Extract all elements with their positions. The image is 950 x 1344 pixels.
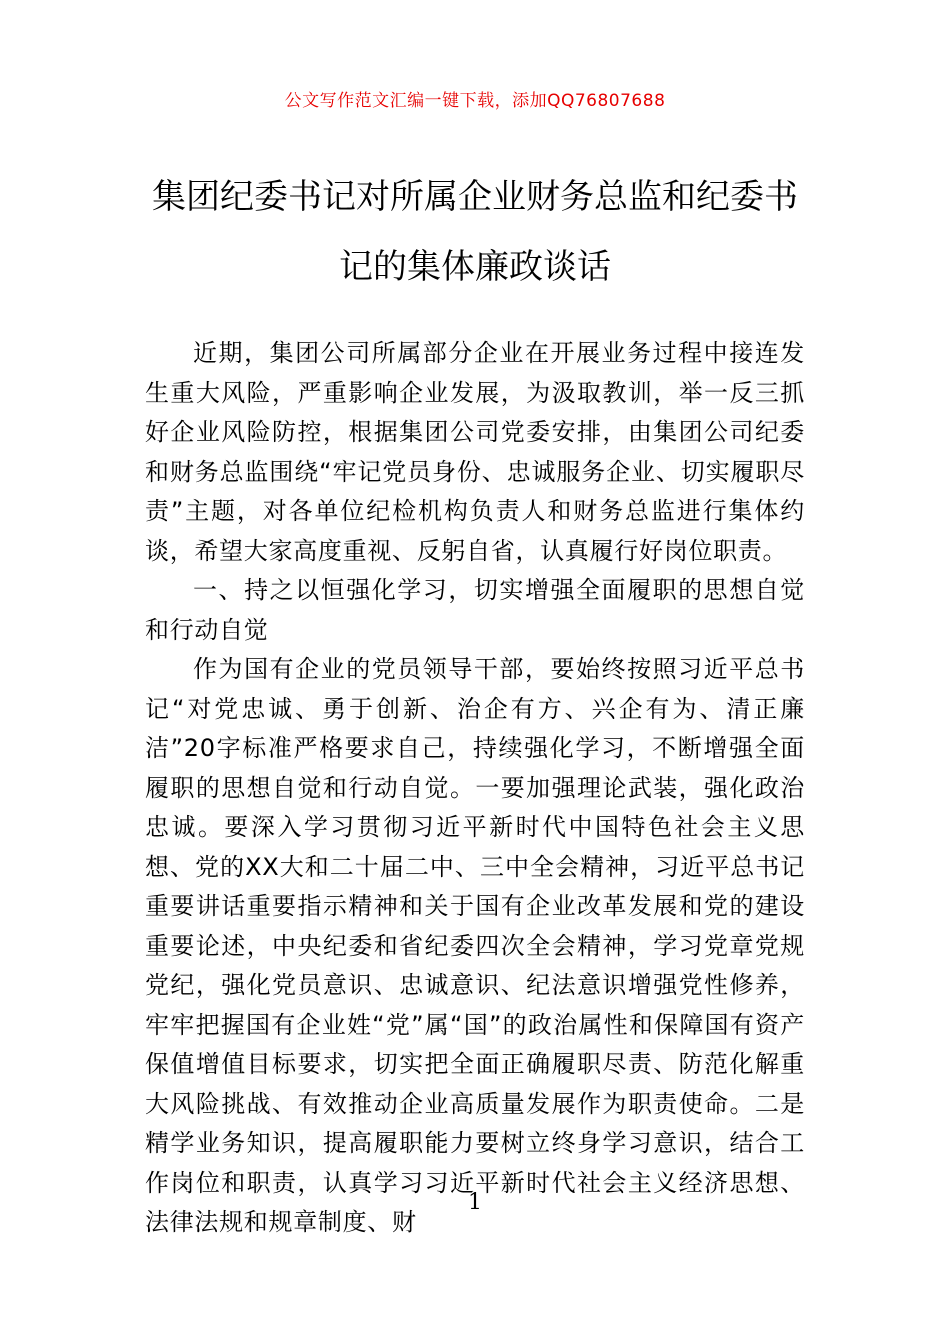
page-number: 1	[468, 1190, 482, 1215]
download-promo-note: 公文写作范文汇编一键下载，添加QQ76807688	[284, 91, 666, 111]
document-body	[145, 334, 805, 1243]
section-heading-1: 一、持之以恒强化学习，切实增强全面履职的思想自觉和行动自觉	[145, 576, 805, 644]
paragraph-intro: 近期，集团公司所属部分企业在开展业务过程中接连发生重大风险，严重影响企业发展，为汲取教训，举一反三抓好企业风险防控，根据集团公司党委安排，由集团公司纪委和财务总监围绕“牢记党员身份、忠诚服务企业、切实履职尽责”主题，对各单位纪检机构负责人和财务总监进行集体约谈，希望大家高度重视、反躬自省，认真履行好岗位职责。	[145, 339, 805, 565]
document-title: 集团纪委书记对所属企业财务总监和纪委书记的集体廉政谈话	[152, 177, 798, 287]
paragraph-section-1: 作为国有企业的党员领导干部，要始终按照习近平总书记“对党忠诚、勇于创新、治企有方、兴企有为、清正廉洁”20字标准严格要求自己，持续强化学习，不断增强全面履职的思想自觉和行动自觉。一要加强理论武装，强化政治忠诚。要深入学习贯彻习近平新时代中国特色社会主义思想、党的XX大和二十届二中、三中全会精神，习近平总书记重要讲话重要指示精神和关于国有企业改革发展和党的建设重要论述，中央纪委和省纪委四次全会精神，学习党章党规党纪，强化党员意识、忠诚意识、纪法意识增强党性修养，牢牢把握国有企业姓“党”属“国”的政治属性和保障国有资产保值增值目标要求，切实把全面正确履职尽责、防范化解重大风险挑战、有效推动企业高质量发展作为职责使命。二是精学业务知识，提高履职能力要树立终身学习意识，结合工作岗位和职责，认真学习习近平新时代社会主义经济思想、法律法规和规章制度、财	[145, 655, 805, 1236]
